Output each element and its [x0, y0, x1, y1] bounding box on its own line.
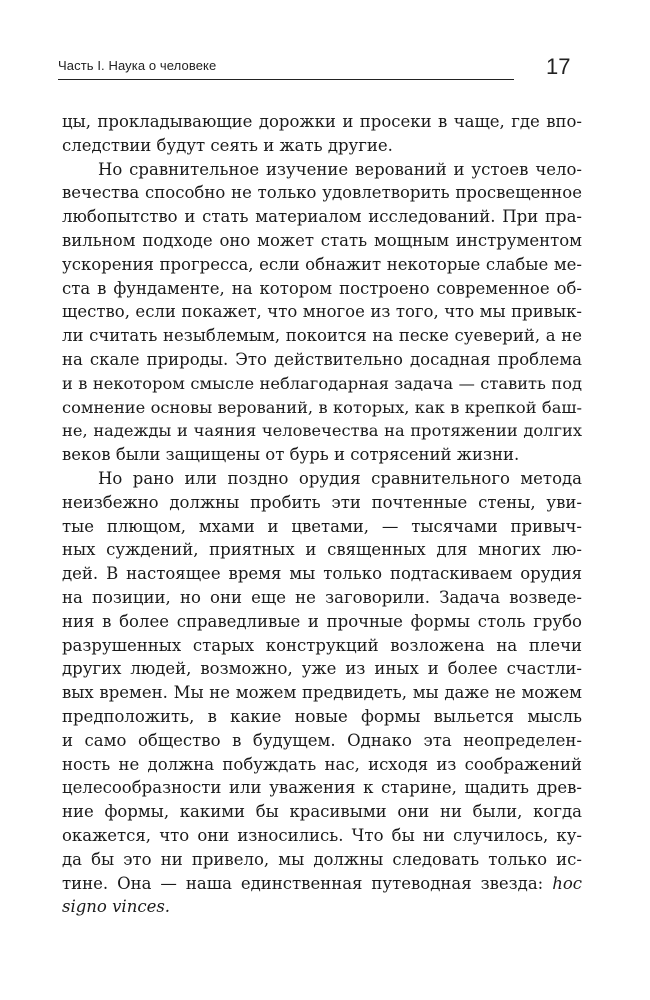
text-line: не, надежды и чаяния человечества на протяжении долгих	[62, 421, 582, 441]
text-line: окажется, что они износились. Что бы ни случилось, ку-	[62, 825, 582, 845]
text-line: цы, прокладывающие дорожки и просеки в чаще, где впо-	[62, 112, 582, 131]
text-line: ние формы, какими бы красивыми они ни были, когда	[62, 802, 582, 822]
running-head-title: Часть I. Наука о человеке	[58, 58, 514, 80]
text-line: дей. В настоящее время мы только подтаскиваем орудия	[62, 564, 582, 584]
text-line: и само общество в будущем. Однако эта неопределен-	[62, 730, 582, 750]
text-line: вечества способно не только удовлетворить просвещенное	[62, 183, 582, 203]
text-line: любопытство и стать материалом исследований. При пра-	[62, 207, 582, 227]
text-line: целесообразности или уважения к старине, щадить древ-	[62, 778, 582, 798]
text-line: на скале природы. Это действительно досадная проблема	[62, 349, 582, 369]
text-line: разрушенных старых конструкций возложена на плечи	[62, 635, 582, 655]
text-fragment: тине. Она — наша единственная путеводная звезда:	[62, 873, 544, 893]
text-line: ния в более справедливые и прочные формы столь грубо	[62, 611, 582, 631]
text-line: сомнение основы верований, в которых, как в крепкой баш-	[62, 397, 582, 417]
text-line: вильном подходе оно может стать мощным инструментом	[62, 230, 582, 250]
latin-phrase: hoc	[552, 873, 582, 893]
page-number: 17	[546, 54, 571, 79]
text-line: тые плющом, мхами и цветами, — тысячами привыч-	[62, 516, 582, 536]
text-line: и в некотором смысле неблагодарная задача — ставить под	[62, 373, 582, 393]
text-line: Но рано или поздно орудия сравнительного метода	[98, 468, 582, 488]
text-line: на позиции, но они еще не заговорили. Задача возведе-	[62, 587, 582, 607]
text-line: неизбежно должны пробить эти почтенные стены, уви-	[62, 492, 582, 512]
text-line: веков были защищены от бурь и сотрясений жизни.	[62, 445, 520, 465]
text-line: ли считать незыблемым, покоится на песке суеверий, а не	[62, 326, 582, 346]
text-line: ускорения прогресса, если обнажит некоторые слабые ме-	[62, 254, 582, 274]
text-line	[62, 872, 582, 896]
text-line: ста в фундаменте, на котором построено современное об-	[62, 278, 582, 298]
text-line: щество, если покажет, что многое из того, что мы привык-	[62, 302, 582, 322]
text-line: Но сравнительное изучение верований и устоев чело-	[98, 159, 582, 179]
text-line: предположить, в какие новые формы выльется мысль	[62, 706, 582, 726]
text-line: да бы это ни привело, мы должны следовать только ис-	[62, 849, 582, 869]
body-text	[62, 110, 582, 919]
text-line: ность не должна побуждать нас, исходя из соображений	[62, 754, 582, 774]
text-line: ных суждений, приятных и священных для многих лю-	[62, 540, 582, 560]
text-line: вых времен. Мы не можем предвидеть, мы даже не можем	[62, 683, 582, 703]
latin-phrase: signo vinces.	[62, 897, 171, 917]
text-line: следствии будут сеять и жать другие.	[62, 135, 393, 155]
text-line: других людей, возможно, уже из иных и более счастли-	[62, 659, 582, 679]
